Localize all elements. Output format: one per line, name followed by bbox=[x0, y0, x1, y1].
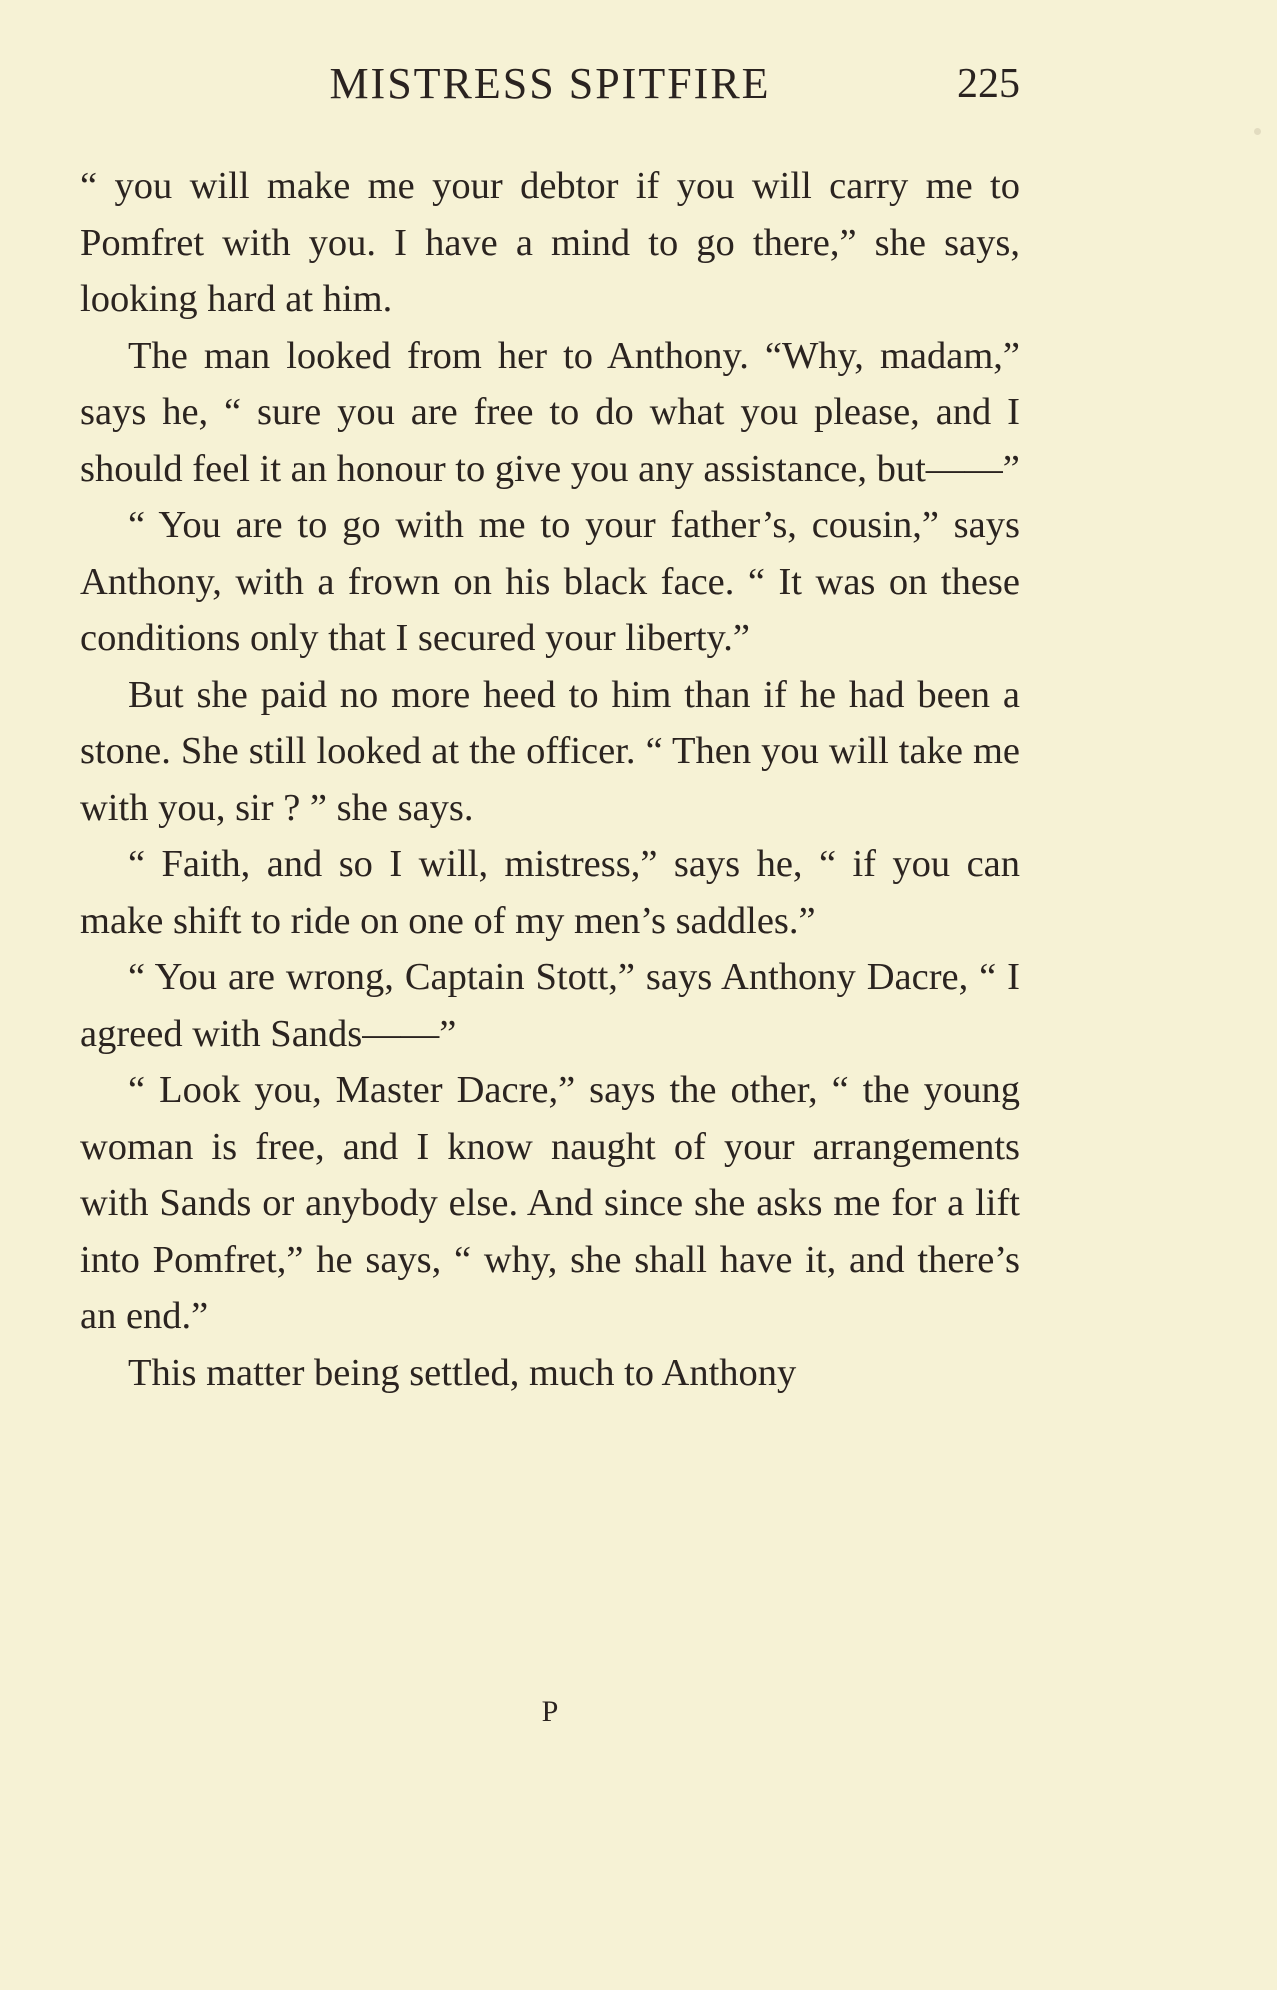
paragraph: “ You are to go with me to your father’s, cousin,” says Anthony, with a frown on his black face. “ It was on these conditions only that I secured your liberty.” bbox=[80, 504, 1020, 659]
paragraph: But she paid no more heed to him than if he had been a stone. She still looked at the officer. “ Then you will take me with you, sir ? ” she says. bbox=[80, 673, 1020, 829]
paragraph: This matter being settled, much to Anthony bbox=[128, 1351, 797, 1394]
paragraph: “ Faith, and so I will, mistress,” says he, “ if you can make shift to ride on one of my men’s saddles.” bbox=[80, 843, 1020, 942]
paragraph: “ Look you, Master Dacre,” says the other, “ the young woman is free, and I know naught of your arrangements with Sands or anybody else. And since she asks me for a lift into Pomfret,” he says, “ why, she shall have it, and there’s an end.” bbox=[80, 1069, 1020, 1337]
page-number: 225 bbox=[957, 61, 1020, 107]
paragraph: “ You are wrong, Captain Stott,” says Anthony Dacre, “ I agreed with Sands——” bbox=[80, 956, 1020, 1055]
signature-mark: P bbox=[541, 1695, 559, 1728]
paragraph: The man looked from her to Anthony. “Why, madam,” says he, “ sure you are free to do what you please, and I should feel it an honour to give you any assistance, but——” bbox=[80, 334, 1020, 490]
page-speck bbox=[1254, 128, 1261, 135]
body-text bbox=[80, 158, 1020, 1401]
paragraph: “ you will make me your debtor if you will carry me to Pomfret with you. I have a mind to go there,” she says, looking hard at him. bbox=[80, 165, 1020, 320]
running-title: MISTRESS SPITFIRE bbox=[329, 59, 771, 108]
page-header bbox=[80, 58, 1020, 118]
